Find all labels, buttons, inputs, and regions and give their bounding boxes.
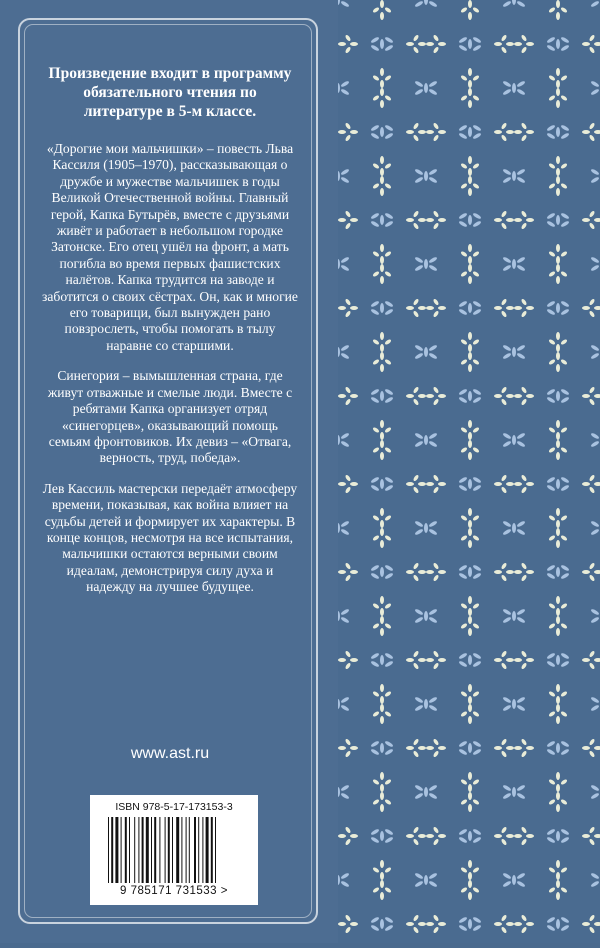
barcode-label: [90, 795, 258, 905]
barcode-bar: [172, 817, 173, 883]
pattern-fill: [338, 0, 600, 943]
barcode-bar: [121, 817, 122, 883]
barcode-bar: [194, 817, 196, 883]
publisher-website: www.ast.ru: [130, 745, 210, 762]
barcode-bar: [206, 817, 209, 883]
barcode-bar: [151, 817, 152, 883]
barcode-bar: [186, 817, 187, 883]
barcode-bar: [168, 817, 170, 883]
barcode-bar: [159, 817, 160, 883]
barcode-bar: [176, 817, 179, 883]
barcode-bar: [181, 817, 182, 883]
barcode-bar: [202, 817, 203, 883]
barcode-bar: [165, 817, 166, 883]
barcode-icon: [108, 817, 240, 885]
annotation-paragraph-2: Синегория – вымышленная страна, где живут отважные и смелые люди. Вместе с ребятами Капка организует отряд «синегорцев», оказывающий помощь семьям фронтовиков. Их девиз – «Отвага, верность, труд, победа».: [47, 368, 293, 466]
barcode-bar: [111, 817, 113, 883]
barcode-number: 9 785171 731533 >: [120, 885, 228, 897]
barcode-bar: [129, 817, 130, 883]
barcode-bar: [108, 817, 109, 883]
leaf-pattern-icon: [338, 0, 600, 943]
barcode-bar: [146, 817, 149, 883]
annotation-paragraph-3: Лев Кассиль мастерски передаёт атмосферу времени, показывая, как война влияет на судьбы детей и формирует их характеры. В конце концов, несмотря на все испытания, мальчишки остаются верными своим идеалам, демонстрируя силу духа и надежду на лучшее будущее.: [42, 480, 298, 595]
barcode-bar: [138, 817, 139, 883]
isbn-text: ISBN 978-5-17-173153-3: [115, 801, 233, 813]
barcode-bar: [142, 817, 144, 883]
annotation-paragraph-1: «Дорогие мои мальчишки» – повесть Льва Кассиля (1905–1970), рассказывающая о дружбе и мужестве мальчишек в годы Великой Отечественной войны. Главный герой, Капка Бутырёв, вместе с друзьями живёт и работает в небольшом городке Затонске. Его отец ушёл на фронт, а мать погибла во время первых фашистских налётов. Капка трудится на заводе и заботится о своих сёстрах. Он, как и многие его товарищи, был вынужден рано повзрослеть, чтобы помогать в тылу наравне со старшими.: [42, 141, 298, 353]
barcode-bar: [215, 817, 216, 883]
barcode-bar: [211, 817, 213, 883]
barcode-bar: [115, 817, 118, 883]
barcode-bar: [125, 817, 127, 883]
annotation-text: [42, 64, 298, 610]
barcode-bar: [134, 817, 135, 883]
barcode-bar: [189, 817, 190, 883]
curriculum-note: Произведение входит в программу обязательного чтения по литературе в 5-м классе.: [48, 65, 292, 120]
decorative-pattern: [338, 0, 600, 943]
barcode-bar: [198, 817, 199, 883]
barcode-bar: [154, 817, 156, 883]
